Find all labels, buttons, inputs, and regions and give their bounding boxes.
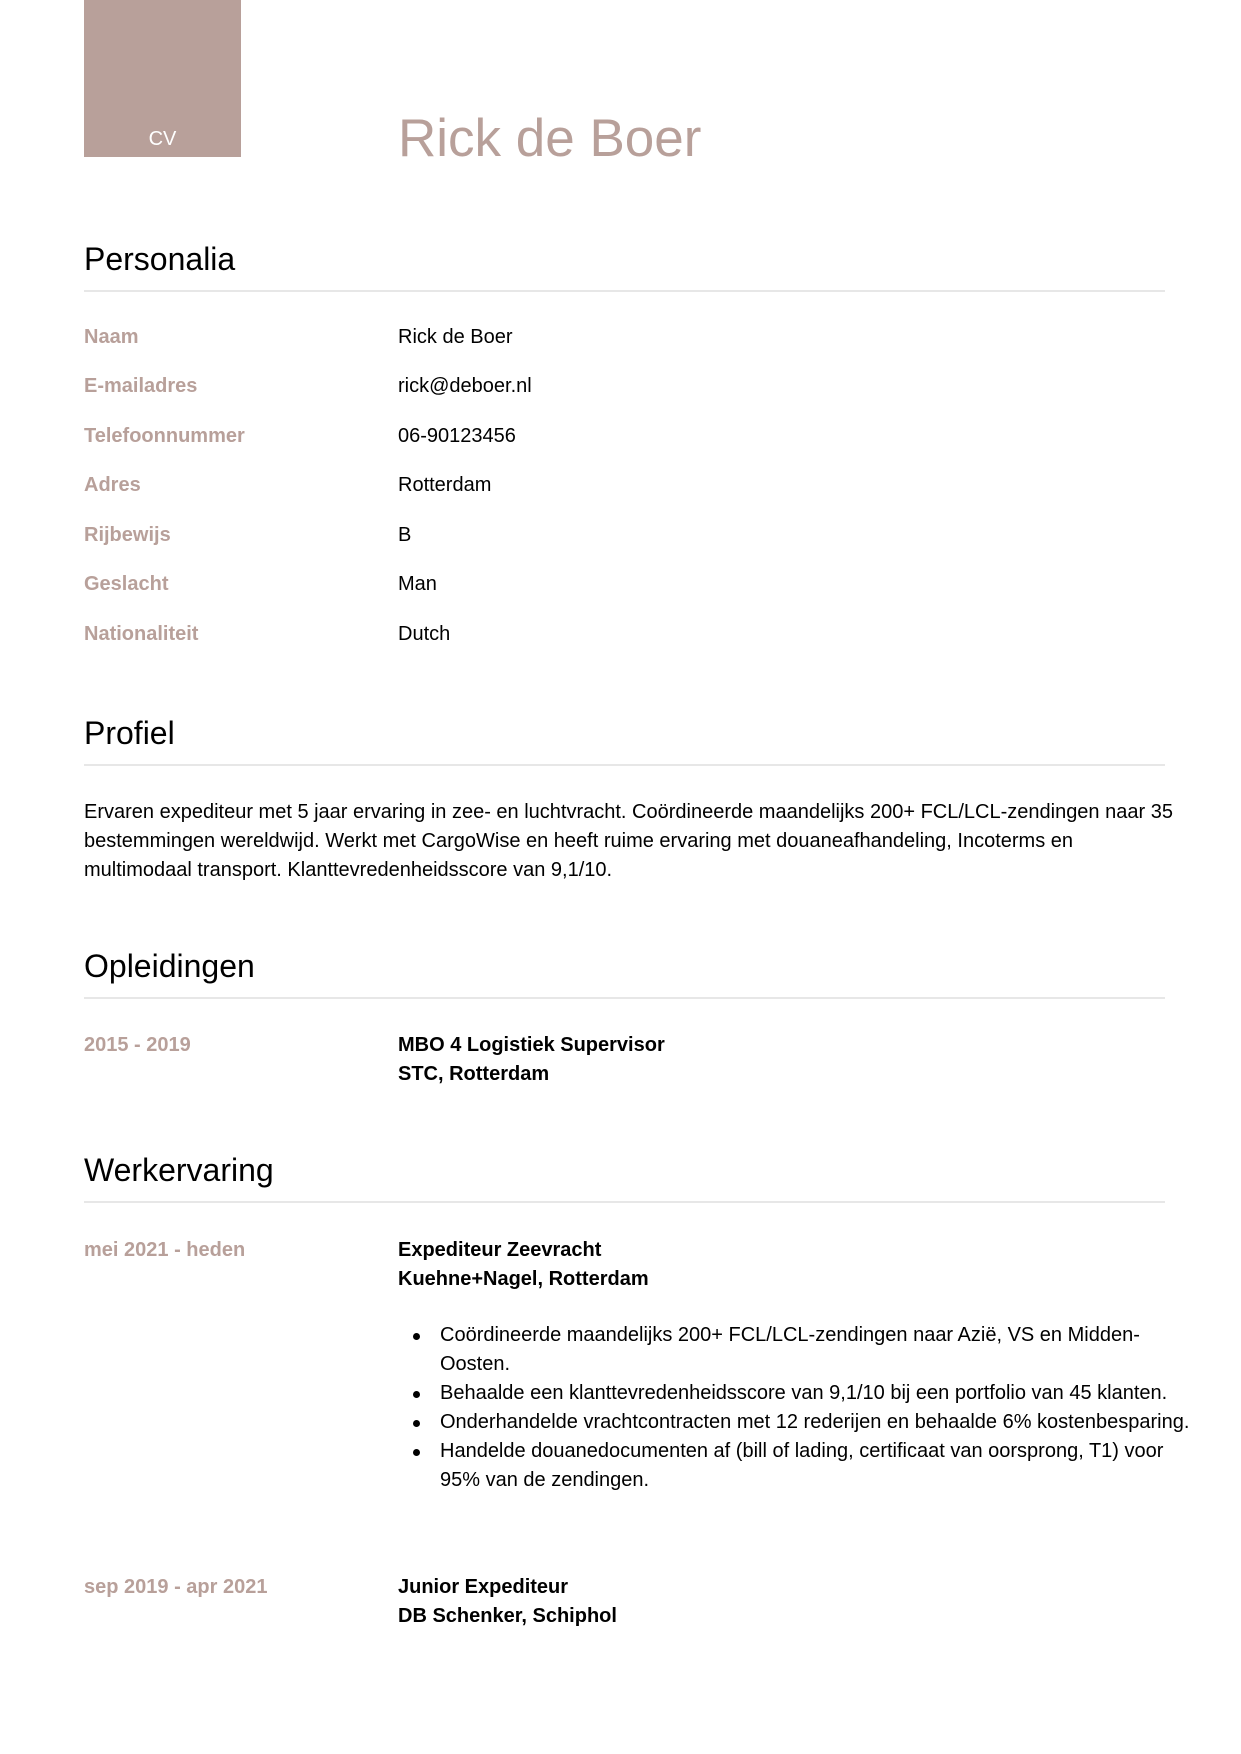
photo-label: CV — [148, 128, 177, 150]
section-title-opleidingen: Opleidingen — [84, 948, 255, 984]
label-rijbewijs: Rijbewijs — [84, 524, 171, 546]
label-naam: Naam — [84, 326, 139, 348]
label-email: E-mailadres — [84, 375, 198, 397]
job-role: Junior Expediteur — [398, 1576, 569, 1598]
list-item: Coördineerde maandelijks 200+ FCL/LCL-zendingen naar Azië, VS en Midden-Oosten. — [440, 1321, 1208, 1379]
job-period: mei 2021 - heden — [84, 1239, 246, 1261]
list-item: Behaalde een klanttevredenheidsscore van 9,1/10 bij een portfolio van 45 klanten. — [440, 1379, 1208, 1408]
job-period: sep 2019 - apr 2021 — [84, 1576, 268, 1598]
profile-paragraph: Ervaren expediteur met 5 jaar ervaring in zee- en luchtvracht. Coördineerde maandelijks 200+ FCL/LCL-zendingen naar 35 bestemmingen wereldwijd. Werkt met CargoWise en heeft ruime ervaring met douaneafhandeling, Incoterms en multimodaal transport. Klanttevredenheidsscore van 9,1/10. — [84, 801, 1173, 881]
job-company: Kuehne+Nagel, Rotterdam — [398, 1268, 649, 1290]
job-role: Expediteur Zeevracht — [398, 1239, 602, 1261]
education-school: STC, Rotterdam — [398, 1063, 550, 1085]
section-title-personalia: Personalia — [84, 241, 236, 277]
value-telefoon: 06-90123456 — [398, 425, 516, 447]
candidate-name: Rick de Boer — [398, 109, 702, 168]
value-email: rick@deboer.nl — [398, 375, 532, 397]
education-period: 2015 - 2019 — [84, 1034, 191, 1056]
label-nationaliteit: Nationaliteit — [84, 623, 199, 645]
label-adres: Adres — [84, 474, 141, 496]
value-nationaliteit: Dutch — [398, 623, 451, 645]
section-divider — [84, 997, 1165, 999]
list-item: Onderhandelde vrachtcontracten met 12 rederijen en behaalde 6% kostenbesparing. — [440, 1408, 1208, 1437]
list-item: Handelde douanedocumenten af (bill of lading, certificaat van oorsprong, T1) voor 95% van de zendingen. — [440, 1437, 1208, 1495]
section-divider — [84, 764, 1165, 766]
value-geslacht: Man — [398, 573, 437, 595]
job-company: DB Schenker, Schiphol — [398, 1605, 617, 1627]
value-rijbewijs: B — [398, 524, 412, 546]
job-achievements-list — [398, 1321, 1208, 1495]
education-degree: MBO 4 Logistiek Supervisor — [398, 1034, 665, 1056]
value-naam: Rick de Boer — [398, 326, 513, 348]
section-title-werkervaring: Werkervaring — [84, 1152, 274, 1188]
section-divider — [84, 290, 1165, 292]
label-telefoon: Telefoonnummer — [84, 425, 245, 447]
value-adres: Rotterdam — [398, 474, 492, 496]
section-divider — [84, 1201, 1165, 1203]
profile-photo-placeholder — [84, 0, 241, 157]
label-geslacht: Geslacht — [84, 573, 169, 595]
section-title-profiel: Profiel — [84, 715, 175, 751]
